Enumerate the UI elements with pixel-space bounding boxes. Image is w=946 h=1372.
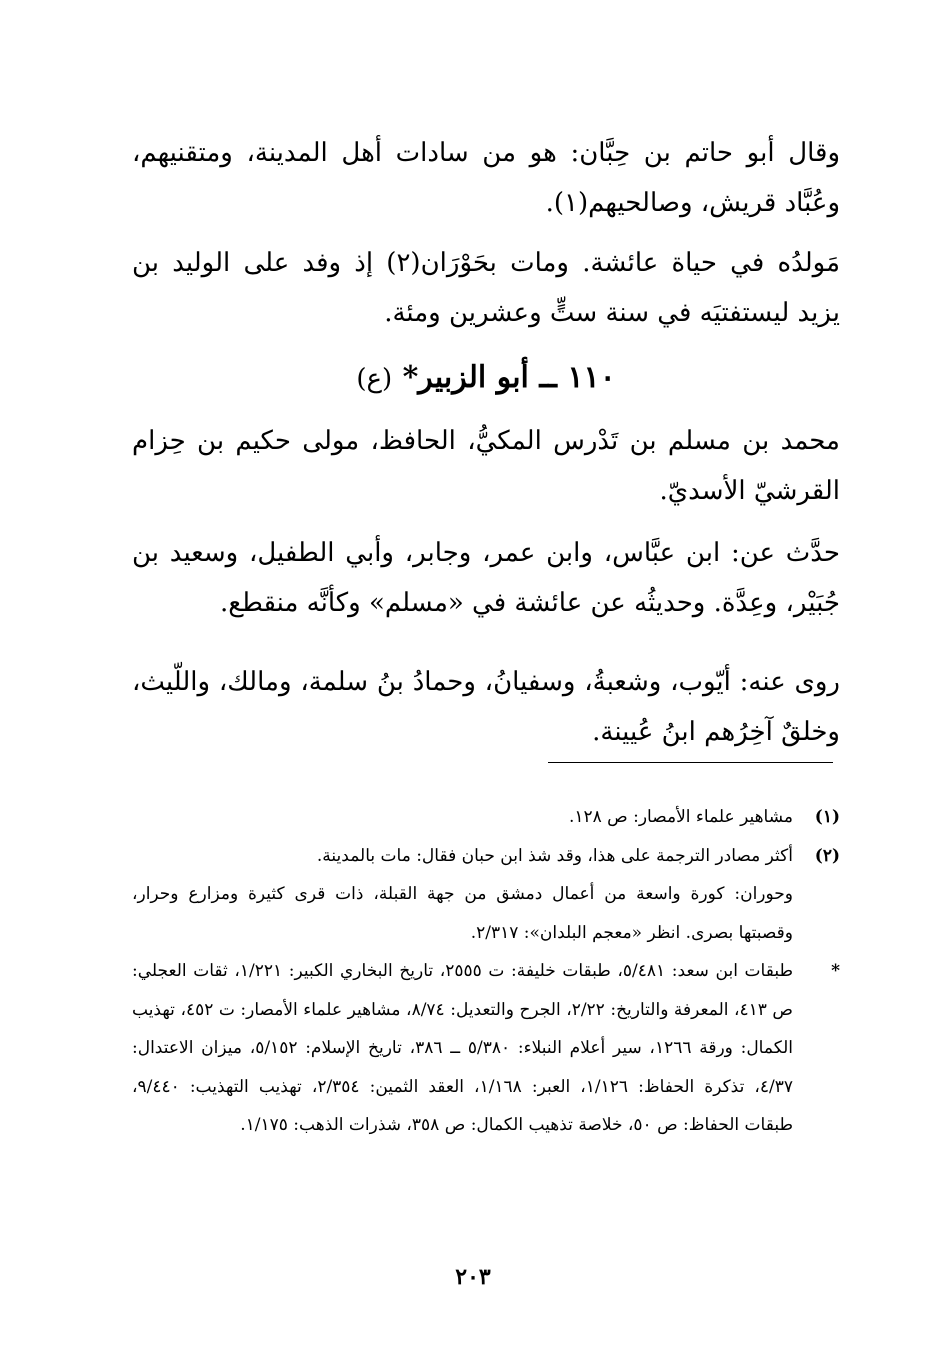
- footnotes: [132, 798, 840, 1145]
- page-number: ٢٠٣: [455, 1264, 491, 1290]
- asterisk-marker: *: [831, 961, 840, 981]
- entry-title: ١١٠ ــ أبو الزبير*: [402, 360, 616, 395]
- paragraph-full-name: محمد بن مسلم بن تَدْرس المكيُّ، الحافظ، مولى حكيم بن حِزام القرشيّ الأسديّ.: [132, 426, 840, 506]
- footnote-marker: (٢): [814, 845, 840, 866]
- footnote-text: مشاهير علماء الأمصار: ص ١٢٨.: [568, 807, 793, 827]
- paragraph-narrated-from: حدَّث عن: ابن عبَّاس، وابن عمر، وجابر، وأبي الطفيل، وسعيد بن جُبَيْر، وعِدَّة. وحديثُه عن عائشة في «مسلم» وكأنَّه منقطع.: [132, 538, 840, 618]
- footnote-text: طبقات ابن سعد: ٥/٤٨١، طبقات خليفة: ت ٢٥٥٥، تاريخ البخاري الكبير: ١/٢٢١، ثقات العجلي: ص ٤١٣، المعرفة والتاريخ: ٢/٢٢، الجرح والتعديل: ٨/٧٤، مشاهير علماء الأمصار: ت ٤٥٢، تهذيب الكمال: ورقة ١٢٦٦، سير أعلام النبلاء: ٥/٣٨٠ ــ ٣٨٦، تاريخ الإسلام: ٥/١٥٢، ميزان الاعتدال: ٤/٣٧، تذكرة الحفاظ: ١/١٢٦، العبر: ١/١٦٨، العقد الثمين: ٢/٣٥٤، تهذيب التهذيب: ٩/٤٤٠، طبقات الحفاظ: ص ٥٠، خلاصة تذهيب الكمال: ص ٣٥٨، شذرات الذهب: ١/١٧٥.: [132, 961, 794, 1135]
- footnote-2-continuation: [132, 875, 840, 952]
- paragraph-abu-hatim-quote: وقال أبو حاتم بن حِبَّان: هو من سادات أهل المدينة، ومتقنيهم، وعُبَّاد قريش، وصالحيهم(١).: [132, 138, 840, 218]
- footnote-separator: [548, 762, 833, 763]
- footnote-text: أكثر مصادر الترجمة على هذا، وقد شذ ابن حبان فقال: مات بالمدينة.: [316, 845, 793, 866]
- entry-heading: [132, 350, 840, 407]
- paragraph-birth-death: مَولدُه في حياة عائشة. ومات بحَوْرَان(٢) إذ وفد على الوليد بن يزيد ليستفتيَه في سنة ستٍّ وعشرين ومئة.: [132, 248, 841, 328]
- footnote-2: [132, 837, 840, 876]
- footnote-text: وحوران: كورة واسعة من أعمال دمشق من جهة القبلة، ذات قرى كثيرة ومزارع وحرار، وقصبتها بصرى. انظر «معجم البلدان»: ٢/٣١٧.: [132, 884, 793, 943]
- paragraph-narrated-by: روى عنه: أيّوب، وشعبةُ، وسفيانُ، وحمادُ بنُ سلمة، ومالك، واللّيث، وخلقٌ آخِرُهم ابنُ عُيينة.: [132, 667, 840, 747]
- entry-code: (ع): [356, 364, 393, 394]
- footnote-1: [132, 798, 840, 837]
- footnote-marker: (١): [814, 807, 840, 827]
- footnote-sources: [132, 952, 840, 1145]
